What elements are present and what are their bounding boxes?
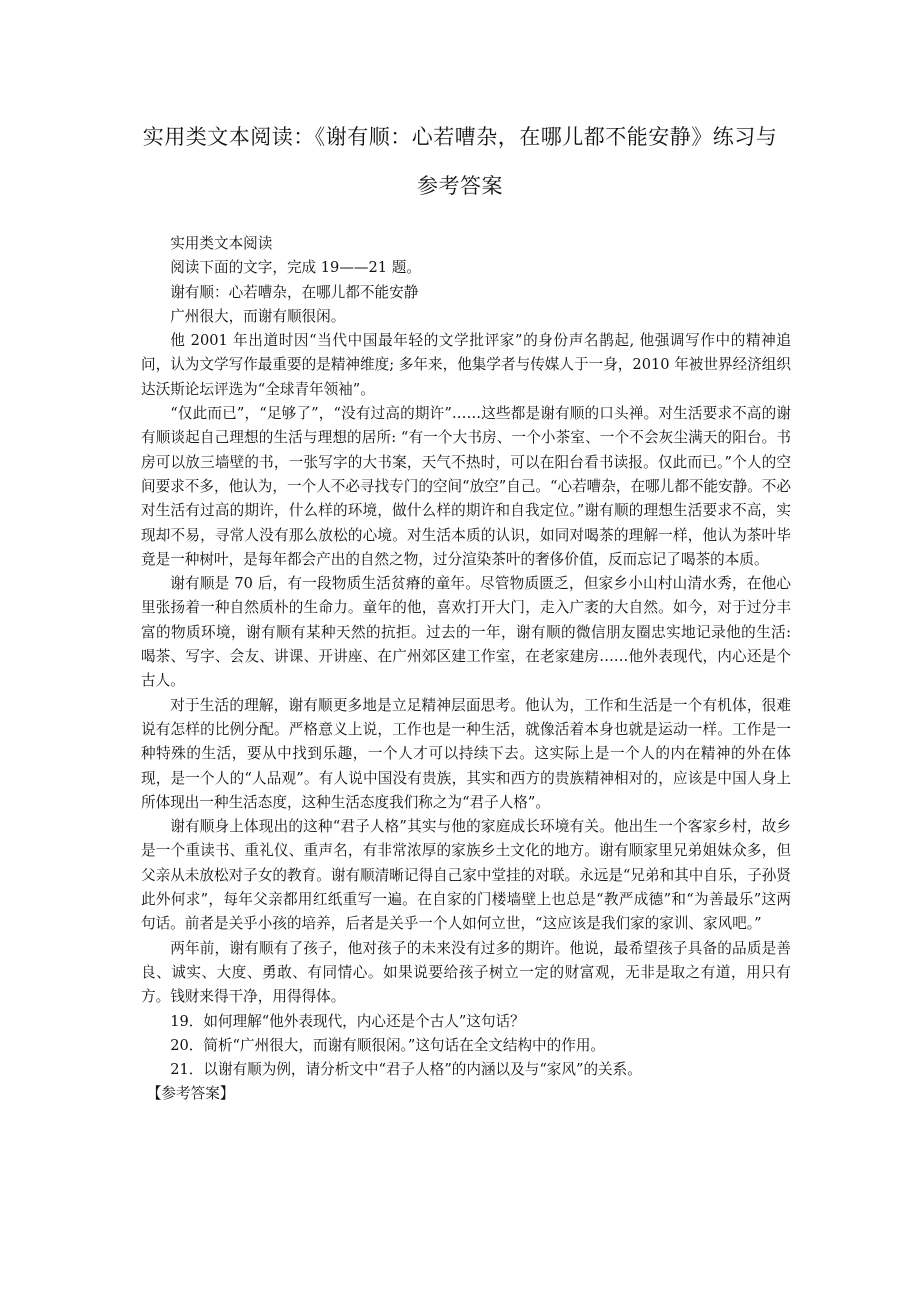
article-paragraph: 谢有顺是 70 后，有一段物质生活贫瘠的童年。尽管物质匮乏，但家乡小山村山清水秀，在他心里张扬着一种自然质朴的生命力。童年的他，喜欢打开大门，走入广袤的大自然。如今，对于过分丰富的物质环境，谢有顺有某种天然的抗拒。过去的一年，谢有顺的微信朋友圈忠实地记录他的生活: 喝茶、写字、会友、讲课、开讲座、在广州郊区建工作室，在老家建房……他外表现代，内心还是个古人。: [141, 575, 791, 690]
question-20: 20．简析“广州很大，而谢有顺很闲。”这句话在全文结构中的作用。: [170, 1036, 606, 1054]
question-21: 21．以谢有顺为例，请分析文中“君子人格”的内涵以及与“家风”的关系。: [170, 1061, 642, 1079]
article-paragraph: 对于生活的理解，谢有顺更多地是立足精神层面思考。他认为，工作和生活是一个有机体，很难说有怎样的比例分配。严格意义上说，工作也是一种生活，就像活着本身也就是运动一样。工作是一种特殊的生活，要从中找到乐趣，一个人才可以持续下去。这实际上是一个人的内在精神的外在体现，是一个人的“人品观”。有人说中国没有贵族，其实和西方的贵族精神相对的，应该是中国人身上所体现出一种生活态度，这种生活态度我们称之为“君子人格”。: [141, 696, 791, 811]
question-19: 19．如何理解“他外表现代，内心还是个古人”这句话？: [170, 1012, 525, 1030]
document-body: [141, 232, 791, 1107]
article-paragraph: “仅此而已”，“足够了”，“没有过高的期许”……这些都是谢有顺的口头禅。对生活要求不高的谢有顺谈起自己理想的生活与理想的居所: “有一个大书房、一个小茶室、一个不会灰尘满天的阳台。书房可以放三墙壁的书，一张写字的大书案，天气不热时，可以在阳台看书读报。仅此而已。”个人的空间要求不多，他认为，一个人不必寻找专门的空间“放空”自己。“心若嘈杂，在哪儿都不能安静。不必对生活有过高的期许，什么样的环境，做什么样的期许和自我定位。”谢有顺的理想生活要求不高，实现却不易，寻常人没有那么放松的心境。对生活本质的认识，如同对喝茶的理解一样，他认为茶叶毕竟是一种树叶，是每年都会产出的自然之物，过分渲染茶叶的奢侈价值，反而忘记了喝茶的本质。: [141, 405, 791, 568]
section-label: 实用类文本阅读: [170, 235, 273, 252]
article-paragraph: 谢有顺身上体现出的这种“君子人格”其实与他的家庭成长环境有关。他出生一个客家乡村，故乡是一个重读书、重礼仪、重声名，有非常浓厚的家族乡土文化的地方。谢有顺家里兄弟姐妹众多，但父亲从未放松对子女的教育。谢有顺清晰记得自己家中堂挂的对联。永远是“兄弟和其中自乐，子孙贤此外何求”，每年父亲都用红纸重写一遍。在自家的门楼墙壁上也总是“教严成德”和“为善最乐”这两句话。前者是关乎小孩的培养，后者是关乎一个人如何立世，“这应该是我们家的家训、家风吧。”: [141, 818, 791, 933]
answer-heading: 【参考答案】: [146, 1085, 235, 1103]
article-paragraph: 他 2001 年出道时因“当代中国最年轻的文学批评家”的身份声名鹊起, 他强调写作中的精神追问，认为文学写作最重要的是精神维度; 多年来，他集学者与传媒人于一身，2010 年被世界经济组织达沃斯论坛评选为“全球青年领袖”。: [141, 332, 791, 398]
article-paragraph: 两年前，谢有顺有了孩子，他对孩子的未来没有过多的期许。他说，最希望孩子具备的品质是善良、诚实、大度、勇敢、有同情心。如果说要给孩子树立一定的财富观，无非是取之有道，用只有方。钱财来得干净，用得得体。: [141, 939, 791, 1006]
document-title-line-2: 参考答案: [417, 174, 503, 198]
document-title-line-1: 实用类文本阅读：《谢有顺：心若嘈杂，在哪儿都不能安静》练习与: [142, 125, 778, 149]
reading-instruction: 阅读下面的文字，完成 19——21 题。: [170, 259, 421, 277]
article-lead: 广州很大，而谢有顺很闲。: [170, 307, 346, 325]
article-title: 谢有顺：心若嘈杂，在哪儿都不能安静: [170, 283, 419, 301]
